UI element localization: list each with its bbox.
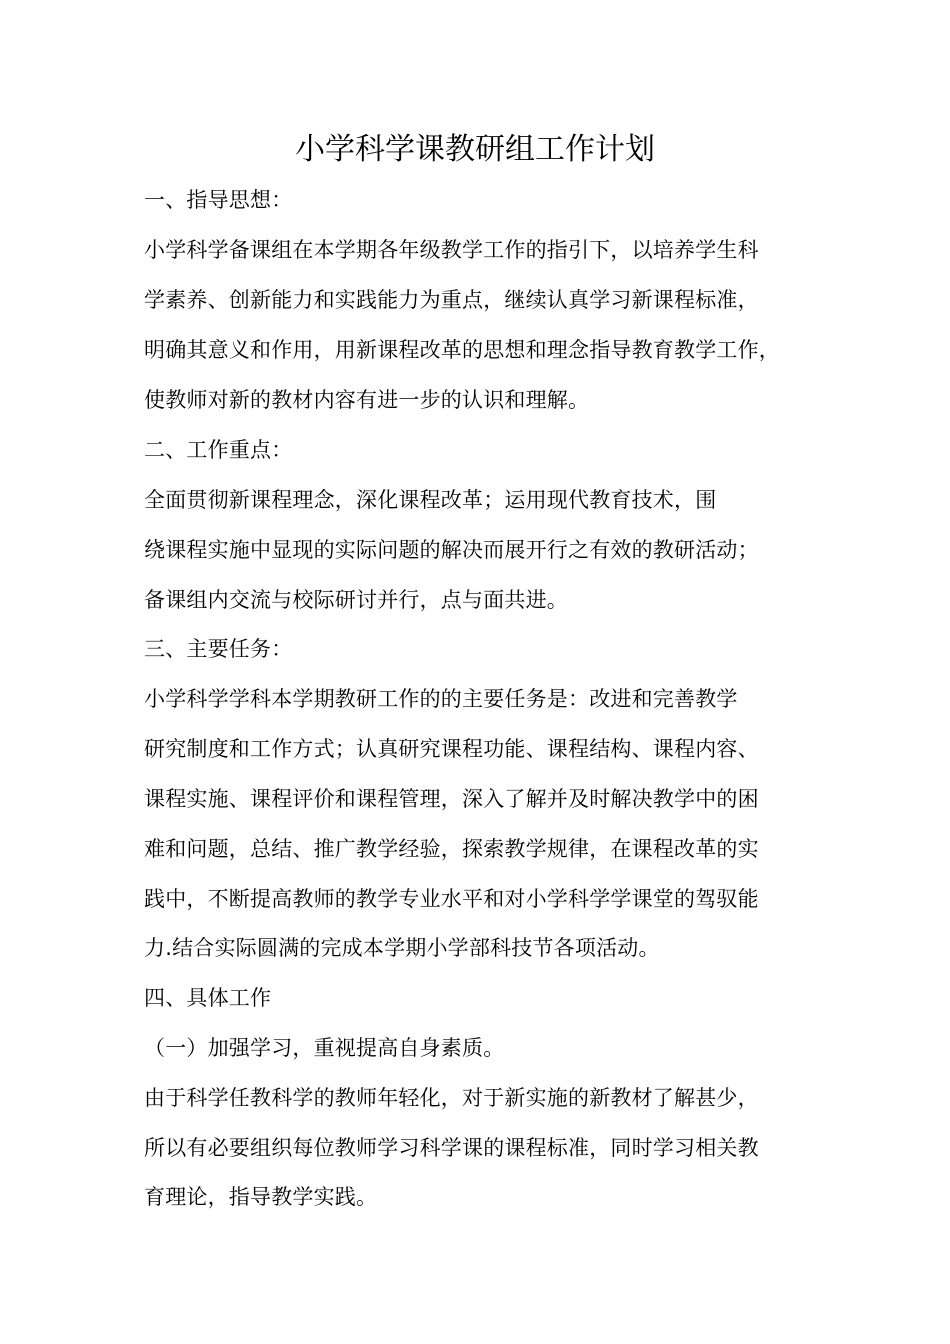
- paragraph-line: 备课组内交流与校际研讨并行，点与面共进。: [144, 588, 568, 612]
- paragraph-line: 由于科学任教科学的教师年轻化，对于新实施的新教材了解甚少，: [144, 1086, 759, 1110]
- section-heading-specific-work: 四、具体工作: [144, 986, 272, 1010]
- paragraph-line: 绕课程实施中显现的实际问题的解决而展开行之有效的教研活动；: [144, 538, 759, 562]
- document-title: 小学科学课教研组工作计划: [295, 132, 655, 167]
- paragraph-line: 研究制度和工作方式；认真研究课程功能、课程结构、课程内容、: [144, 737, 759, 761]
- section-heading-main-tasks: 三、主要任务：: [144, 637, 293, 661]
- paragraph-line: 所以有必要组织每位教师学习科学课的课程标准，同时学习相关教: [144, 1136, 759, 1160]
- paragraph-line: 育理论，指导教学实践。: [144, 1185, 378, 1209]
- paragraph-line: 课程实施、课程评价和课程管理，深入了解并及时解决教学中的困: [144, 787, 759, 811]
- paragraph-line: 力.结合实际圆满的完成本学期小学部科技节各项活动。: [144, 936, 660, 960]
- section-heading-guiding-ideology: 一、指导思想：: [144, 188, 293, 212]
- paragraph-line: 全面贯彻新课程理念，深化课程改革；运用现代教育技术，围: [144, 488, 717, 512]
- paragraph-line: 明确其意义和作用，用新课程改革的思想和理念指导教育教学工作，: [144, 338, 780, 362]
- paragraph-line: 难和问题，总结、推广教学经验，探索教学规律，在课程改革的实: [144, 837, 759, 861]
- paragraph-line: 使教师对新的教材内容有进一步的认识和理解。: [144, 388, 590, 412]
- section-heading-work-focus: 二、工作重点：: [144, 438, 293, 462]
- subsection-heading: （一）加强学习，重视提高自身素质。: [144, 1036, 505, 1060]
- paragraph-line: 践中，不断提高教师的教学专业水平和对小学科学学课堂的驾驭能: [144, 887, 759, 911]
- paragraph-line: 学素养、创新能力和实践能力为重点，继续认真学习新课程标准，: [144, 288, 759, 312]
- paragraph-line: 小学科学备课组在本学期各年级教学工作的指引下，以培养学生科: [144, 238, 759, 262]
- paragraph-line: 小学科学学科本学期教研工作的的主要任务是：改进和完善教学: [144, 687, 738, 711]
